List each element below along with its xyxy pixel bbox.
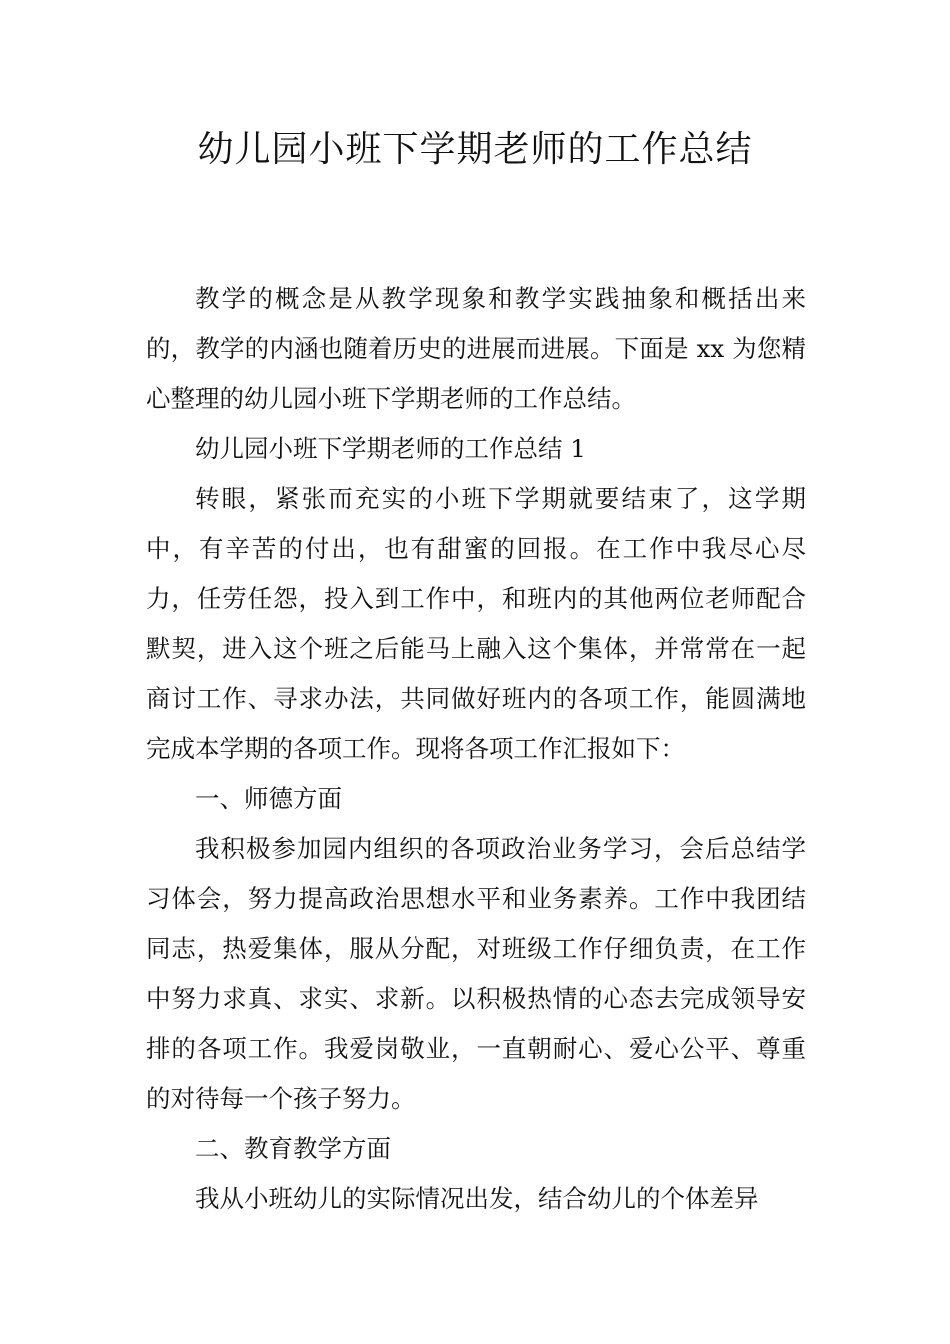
- ethics-paragraph: 我积极参加园内组织的各项政治业务学习，会后总结学习体会，努力提高政治思想水平和业务素养。工作中我团结同志，热爱集体，服从分配，对班级工作仔细负责，在工作中努力求真、求实、求新。以积极热情的心态去完成领导安排的各项工作。我爱岗敬业，一直朝耐心、爱心公平、尊重的对待每一个孩子努力。: [146, 834, 806, 1113]
- document-body: [146, 274, 806, 1224]
- section-heading-summary-1: 幼儿园小班下学期老师的工作总结 1: [195, 434, 586, 463]
- section-heading-teaching: 二、教育教学方面: [195, 1134, 391, 1163]
- overview-paragraph: 转眼，紧张而充实的小班下学期就要结束了，这学期中，有辛苦的付出，也有甜蜜的回报。在工作中我尽心尽力，任劳任怨，投入到工作中，和班内的其他两位老师配合默契，进入这个班之后能马上融入这个集体，并常常在一起商讨工作、寻求办法，共同做好班内的各项工作，能圆满地完成本学期的各项工作。现将各项工作汇报如下：: [146, 484, 806, 763]
- teaching-paragraph: 我从小班幼儿的实际情况出发，结合幼儿的个体差异: [195, 1184, 759, 1213]
- document-title: 幼儿园小班下学期老师的工作总结: [197, 129, 753, 170]
- intro-paragraph: 教学的概念是从教学现象和教学实践抽象和概括出来的，教学的内涵也随着历史的进展而进展。下面是 xx 为您精心整理的幼儿园小班下学期老师的工作总结。: [146, 284, 806, 413]
- section-heading-ethics: 一、师德方面: [195, 784, 342, 813]
